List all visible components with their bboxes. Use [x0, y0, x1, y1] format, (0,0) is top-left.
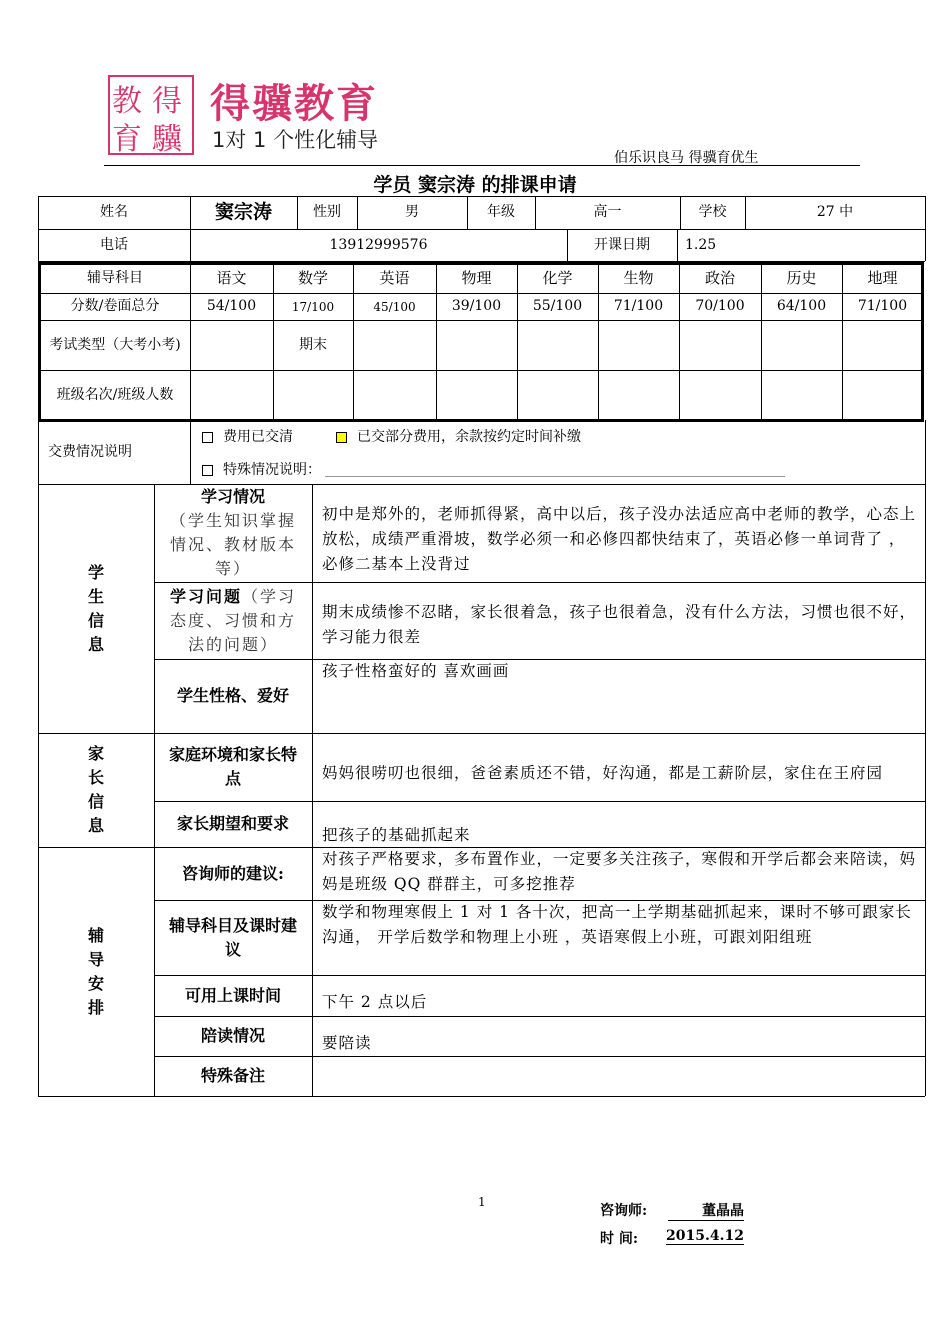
start-date-label: 开课日期 — [594, 236, 650, 253]
subject-exam-type — [679, 320, 761, 370]
phone-label: 电话 — [100, 236, 128, 253]
subject-name: 政治 — [704, 268, 735, 287]
gender-label: 性别 — [313, 204, 341, 220]
seal-char-2: 得 — [152, 84, 182, 119]
table-rule — [925, 484, 926, 1096]
problem-label-sub: （学习态度、习惯和方法的问题） — [169, 586, 297, 654]
score-row-label: 分数/卷面总分 — [70, 298, 160, 314]
seal-char-4: 驥 — [152, 122, 182, 155]
page-title: 学员 窦宗涛 的排课申请 — [373, 174, 577, 196]
seal-char-1: 教 — [112, 84, 142, 119]
study-label-sub: （学生知识掌握情况、教材版本等） — [169, 511, 296, 578]
payment-option-special-text: 特殊情况说明： — [223, 461, 321, 478]
grade-label: 年级 — [487, 204, 515, 220]
gender-value: 男 — [405, 204, 419, 220]
rank-row-label: 班级名次/班级人数 — [56, 386, 174, 403]
parent-expect-label: 家长期望和要求 — [176, 814, 289, 833]
subject-score: 17/100 — [291, 299, 335, 314]
subject-rank — [273, 370, 353, 420]
subject-rank — [517, 370, 598, 420]
subject-exam-type — [190, 320, 273, 370]
subject-score: 71/100 — [613, 298, 664, 314]
subject-score: 45/100 — [373, 299, 416, 314]
subject-advice-content: 数学和物理寒假上 1 对 1 各十次，把高一上学期基础抓起来，课时不够可跟家长沟通， 开学后数学和物理上小班 ，英语寒假上小班，可跟刘阳组班 — [322, 903, 912, 946]
subject-score: 54/100 — [206, 298, 257, 314]
advice-label: 咨询师的建议: — [182, 863, 284, 883]
subject-name: 生物 — [623, 268, 654, 287]
grade-value: 高一 — [593, 204, 622, 220]
special-notes-line — [325, 464, 785, 477]
subject-row-label: 辅导科目 — [87, 269, 143, 286]
section-student-info — [38, 484, 154, 733]
problem-label — [154, 582, 312, 659]
subject-exam-type — [436, 320, 517, 370]
name-label: 姓名 — [100, 204, 128, 220]
subject-exam-type — [517, 320, 598, 370]
subject-score: 70/100 — [695, 298, 745, 314]
subject-exam-type — [842, 320, 923, 370]
family-env-label: 家庭环境和家长特点 — [168, 745, 297, 788]
exam-row-label: 考试类型（大考小考) — [49, 336, 181, 353]
consultant-label: 咨询师: — [600, 1203, 648, 1219]
table-rule — [925, 420, 926, 484]
checkbox-icon[interactable] — [202, 432, 213, 443]
page-number: 1 — [478, 1195, 486, 1209]
subject-rank — [353, 370, 436, 420]
school-value: 27 中 — [816, 204, 854, 220]
payment-option-paid-text: 费用已交清 — [223, 428, 293, 445]
subject-rank — [842, 370, 923, 420]
section-arrangement — [38, 847, 154, 1096]
subject-rank — [436, 370, 517, 420]
table-rule — [925, 196, 926, 261]
personality-content: 孩子性格蛮好的 喜欢画画 — [322, 662, 510, 680]
subject-score: 64/100 — [776, 298, 827, 314]
school-label: 学校 — [698, 204, 727, 220]
checkbox-icon[interactable] — [336, 432, 347, 443]
class-time-label: 可用上课时间 — [184, 985, 281, 1005]
remark-label: 特殊备注 — [200, 1066, 265, 1085]
checkbox-icon[interactable] — [202, 465, 213, 476]
subject-name: 英语 — [379, 268, 410, 287]
study-label — [154, 484, 312, 582]
subject-name: 化学 — [542, 268, 573, 287]
start-date-value: 1.25 — [685, 236, 717, 253]
header-divider — [104, 165, 860, 166]
phone-value: 13912999576 — [329, 236, 428, 253]
parent-expect-content: 把孩子的基础抓起来 — [322, 825, 471, 844]
family-env-content: 妈妈很唠叨也很细，爸爸素质还不错，好沟通，都是工薪阶层，家住在王府园 — [322, 763, 884, 782]
problem-content: 期末成绩惨不忍睹，家长很着急，孩子也很着急，没有什么方法，习惯也很不好，学习能力很差 — [322, 603, 917, 646]
subject-name: 物理 — [461, 268, 492, 287]
section-student-info-text: 学 生 信 息 — [87, 562, 104, 654]
subject-name: 历史 — [786, 268, 817, 287]
slogan: 伯乐识良马 得骥育优生 — [614, 150, 759, 166]
study-label-title: 学习情况 — [200, 487, 265, 506]
class-time-content: 下午 2 点以后 — [322, 993, 428, 1011]
section-arrangement-text: 辅 导 安 排 — [87, 925, 104, 1017]
payment-option-partial — [330, 424, 700, 450]
accompany-label: 陪读情况 — [200, 1026, 265, 1045]
consultant-name: 董晶晶 — [668, 1200, 744, 1221]
table-rule — [38, 1096, 925, 1097]
subject-score: 55/100 — [532, 298, 583, 314]
section-parent-info-text: 家 长 信 息 — [87, 744, 104, 835]
subject-exam-type — [761, 320, 842, 370]
subject-rank — [598, 370, 679, 420]
subject-score: 39/100 — [451, 298, 502, 314]
payment-label: 交费情况说明 — [48, 443, 132, 460]
subject-exam-type: 期末 — [299, 336, 327, 353]
brand-subtitle: 1对 1 个性化辅导 — [212, 128, 379, 152]
payment-option-paid — [196, 424, 320, 450]
subject-exam-type — [598, 320, 679, 370]
table-rule — [190, 420, 191, 484]
study-content: 初中是郑外的，老师抓得紧，高中以后，孩子没办法适应高中老师的教学，心态上放松，成绩严重滑坡，数学必须一和必修四都快结束了，英语必修一单词背了 ，必修二基本上没背过 — [322, 505, 917, 573]
personality-label: 学生性格、爱好 — [176, 686, 289, 705]
seal-char-3: 育 — [112, 122, 142, 155]
student-name: 窦宗涛 — [214, 201, 272, 224]
subject-name: 数学 — [297, 268, 328, 287]
subject-rank — [761, 370, 842, 420]
logo-seal-icon — [108, 75, 194, 155]
date-value: 2015.4.12 — [666, 1228, 744, 1244]
subject-score: 71/100 — [857, 298, 908, 314]
subject-name: 地理 — [867, 268, 898, 287]
subject-exam-type — [353, 320, 436, 370]
date-label: 时 间: — [600, 1231, 639, 1247]
problem-label-title: 学习问题 — [169, 586, 242, 606]
payment-option-partial-text: 已交部分费用，余款按约定时间补缴 — [357, 428, 581, 445]
remark-content — [312, 1056, 925, 1096]
subject-advice-label: 辅导科目及课时建议 — [168, 915, 297, 959]
brand-name: 得骥教育 — [210, 81, 378, 127]
subject-rank — [679, 370, 761, 420]
subject-name: 语文 — [216, 268, 247, 287]
payment-option-special — [196, 457, 800, 483]
subject-rank — [190, 370, 273, 420]
section-parent-info — [38, 733, 154, 847]
accompany-content: 要陪读 — [322, 1033, 372, 1052]
advice-content: 对孩子严格要求，多布置作业，一定要多关注孩子，寒假和开学后都会来陪读，妈妈是班级 QQ 群群主，可多挖推荐 — [322, 850, 917, 893]
